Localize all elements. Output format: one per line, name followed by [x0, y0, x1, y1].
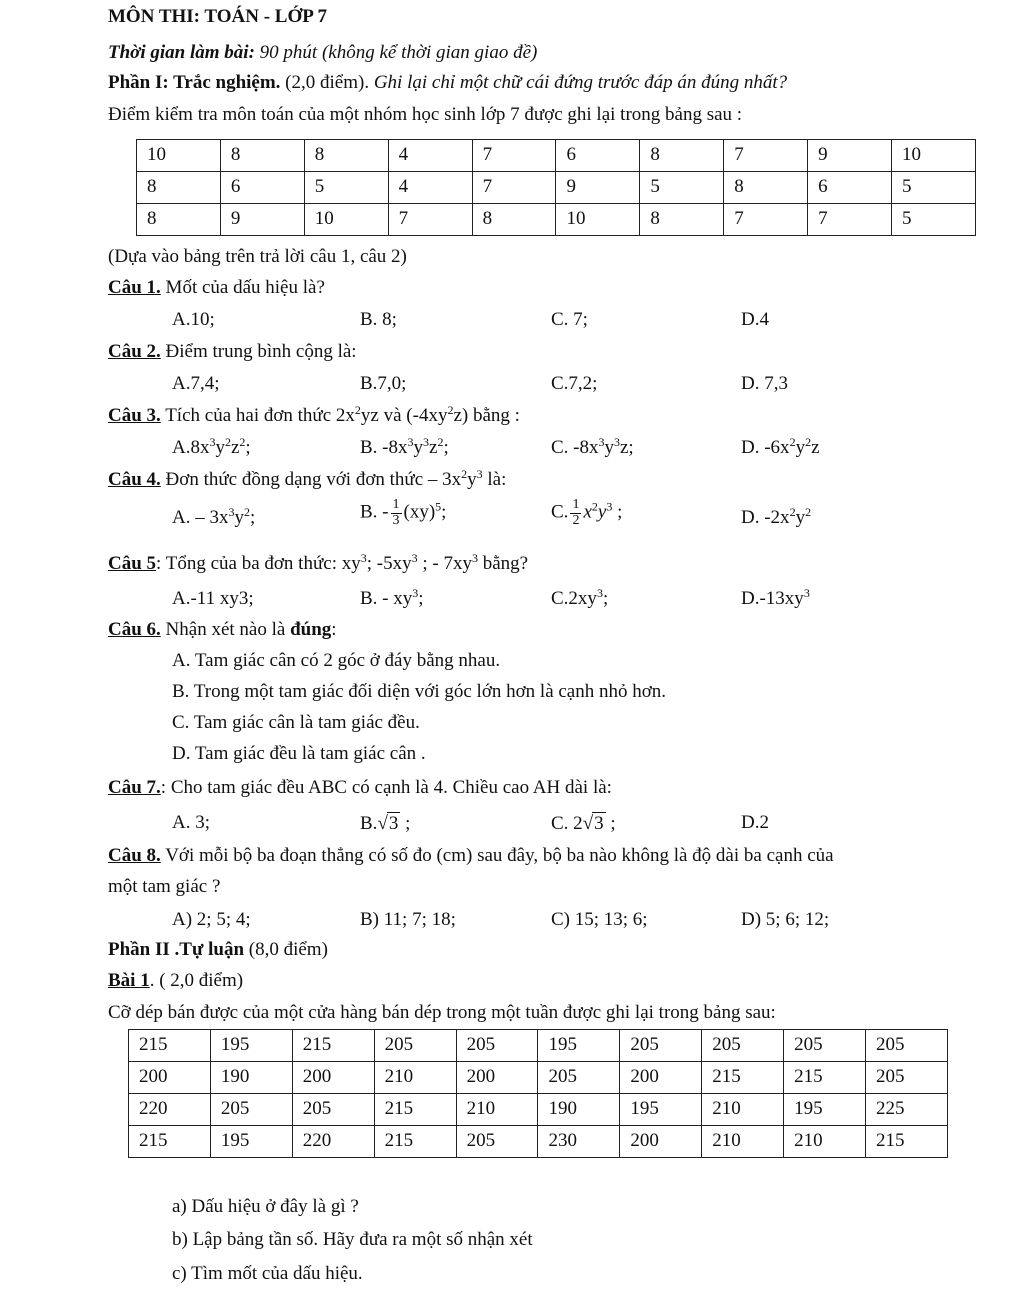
table-cell: 205 [456, 1030, 538, 1062]
exam-title: MÔN THI: TOÁN - LỚP 7 [108, 6, 328, 27]
q5-label: Câu 5 [108, 553, 157, 574]
table-cell: 5 [892, 172, 976, 204]
table-cell: 225 [866, 1094, 948, 1126]
table-cell: 205 [866, 1030, 948, 1062]
q7-text: : Cho tam giác đều ABC có cạnh là 4. Chiều cao AH dài là: [160, 777, 612, 798]
q1-option-d: D.4 [741, 309, 769, 330]
q3-option-a: $A.8x^3y^2z^2$; [172, 435, 251, 458]
table-cell: 10 [304, 204, 388, 236]
q6-option-a: A. Tam giác cân có 2 góc ở đáy bằng nhau. [172, 650, 501, 671]
q3-text-post: z) bằng : [453, 405, 520, 426]
table-cell: 9 [808, 140, 892, 172]
table-cell: 5 [892, 204, 976, 236]
part1-instruction: Ghi lại chỉ một chữ cái đứng trước đáp án đúng nhất? [373, 72, 788, 93]
q5-option-d: $D.-13xy^3$ [741, 586, 810, 609]
table-cell: 210 [702, 1126, 784, 1158]
q2-option-c: C.7,2; [551, 373, 598, 394]
table-cell: 205 [292, 1094, 374, 1126]
table-cell: 8 [640, 204, 724, 236]
q4-option-a: A. – $3x^3y^2$; [172, 505, 256, 528]
q7-option-b: B.√3 ; [360, 813, 411, 834]
q1-label: Câu 1. [108, 277, 161, 298]
q4-option-c: C. $\frac{1}{2}$ $x^2y^3$ ; [551, 497, 623, 528]
q6-text: Nhận xét nào là [160, 619, 291, 640]
task-c: c) Tìm mốt của dấu hiệu. [172, 1263, 363, 1284]
q1-option-c: C. 7; [551, 309, 588, 330]
table-cell: 7 [724, 140, 808, 172]
question-3: Câu 3. Tích của hai đơn thức $2x^2yz$ và $(-4xy^2z)$ bằng : [108, 403, 520, 426]
table-cell: 7 [388, 204, 472, 236]
score-table [136, 139, 976, 236]
q8-text-2: một tam giác ? [108, 876, 221, 897]
table-cell: 205 [210, 1094, 292, 1126]
question-6 [108, 619, 337, 642]
q1-text: Mốt của dấu hiệu là? [160, 277, 325, 298]
shoe-size-table [128, 1029, 948, 1158]
q8-option-c: C) 15; 13; 6; [551, 909, 648, 930]
table-cell: 195 [210, 1030, 292, 1062]
q2-label: Câu 2. [108, 341, 161, 362]
q4-text: Đơn thức đồng dạng với đơn thức – 3x [160, 469, 462, 490]
q2-option-d: D. 7,3 [741, 373, 788, 394]
table-cell: 6 [220, 172, 304, 204]
part1-title: Phần I: Trắc nghiệm. [108, 72, 281, 93]
table-cell: 4 [388, 172, 472, 204]
table-row [129, 1030, 948, 1062]
q1-option-b: B. 8; [360, 309, 397, 330]
part1-intro: Điểm kiểm tra môn toán của một nhóm học sinh lớp 7 được ghi lại trong bảng sau : [108, 104, 743, 125]
table-cell: 220 [129, 1094, 211, 1126]
table-cell: 215 [129, 1126, 211, 1158]
table-row [129, 1126, 948, 1158]
q7-label: Câu 7. [108, 777, 161, 798]
task-a: a) Dấu hiệu ở đây là gì ? [172, 1196, 359, 1217]
table-cell: 6 [808, 172, 892, 204]
table-cell: 10 [556, 204, 640, 236]
q4-option-d: D. $-2x^2y^2$ [741, 505, 812, 528]
q5-text: : Tổng của ba đơn thức: xy [156, 553, 361, 574]
table-cell: 200 [129, 1062, 211, 1094]
part2-heading [108, 939, 328, 962]
table-cell: 215 [866, 1126, 948, 1158]
table-cell: 210 [374, 1062, 456, 1094]
table-cell: 200 [456, 1062, 538, 1094]
table-cell: 200 [620, 1126, 702, 1158]
table-cell: 7 [724, 204, 808, 236]
table-cell: 210 [784, 1126, 866, 1158]
table-cell: 215 [292, 1030, 374, 1062]
q6-option-d: D. Tam giác đều là tam giác cân . [172, 743, 426, 764]
part2-title: Phần II .Tự luận [108, 939, 245, 960]
q2-text: Điểm trung bình cộng là: [160, 341, 357, 362]
table-cell: 215 [374, 1126, 456, 1158]
table-cell: 8 [220, 140, 304, 172]
task-b: b) Lập bảng tần số. Hãy đưa ra một số nhận xét [172, 1229, 533, 1250]
time-label: Thời gian làm bài: [108, 42, 255, 63]
table-cell: 215 [129, 1030, 211, 1062]
table-cell: 230 [538, 1126, 620, 1158]
table-cell: 9 [556, 172, 640, 204]
q6-text-bold: đúng [290, 619, 332, 640]
table-cell: 9 [220, 204, 304, 236]
table-cell: 205 [620, 1030, 702, 1062]
time-info [108, 42, 537, 65]
q7-option-c: C. 2√3 ; [551, 813, 616, 834]
q3-option-d: D. $-6x^2y^2z$ [741, 435, 820, 458]
table-row [137, 204, 976, 236]
table-row [137, 172, 976, 204]
part1-heading [108, 72, 787, 95]
question-4: Câu 4. Đơn thức đồng dạng với đơn thức – $3x^2y^3$ là: [108, 467, 507, 490]
q6-label: Câu 6. [108, 619, 161, 640]
question-8 [108, 845, 834, 868]
table-cell: 190 [210, 1062, 292, 1094]
table-cell: 8 [137, 204, 221, 236]
table-cell: 8 [724, 172, 808, 204]
table-cell: 205 [456, 1126, 538, 1158]
question-7 [108, 777, 612, 800]
table-cell: 210 [702, 1094, 784, 1126]
q8-option-a: A) 2; 5; 4; [172, 909, 251, 930]
part2-intro: Cỡ dép bán được của một cửa hàng bán dép trong một tuần được ghi lại trong bảng sau: [108, 1002, 776, 1023]
table-row [129, 1062, 948, 1094]
q8-option-b: B) 11; 7; 18; [360, 909, 456, 930]
bai1-heading [108, 970, 243, 993]
q5-option-c: $C.2xy^3$; [551, 586, 609, 609]
q2-option-a: A.7,4; [172, 373, 220, 394]
table-cell: 190 [538, 1094, 620, 1126]
table-cell: 205 [784, 1030, 866, 1062]
table-cell: 8 [137, 172, 221, 204]
q4-text-post: là: [482, 469, 507, 490]
q7-option-c-label: C. 2 [551, 813, 583, 834]
table-note: (Dựa vào bảng trên trả lời câu 1, câu 2) [108, 246, 407, 267]
table-cell: 5 [640, 172, 724, 204]
q3-option-c: C. $-8x^3y^3z$; [551, 435, 634, 458]
bai1-label: Bài 1 [108, 970, 150, 991]
table-cell: 220 [292, 1126, 374, 1158]
table-cell: 8 [640, 140, 724, 172]
table-cell: 210 [456, 1094, 538, 1126]
table-cell: 205 [538, 1062, 620, 1094]
table-cell: 10 [892, 140, 976, 172]
table-cell: 7 [472, 140, 556, 172]
q7-option-d: D.2 [741, 812, 769, 833]
time-value: 90 phút (không kể thời gian giao đề) [259, 42, 538, 63]
question-2 [108, 341, 357, 364]
table-cell: 205 [702, 1030, 784, 1062]
part2-points: (8,0 điểm) [244, 939, 328, 960]
question-5: Câu 5: Tổng của ba đơn thức: $xy^3$; $-5xy^3$ ; - $7xy^3$ bằng? [108, 551, 529, 574]
q3-label: Câu 3. [108, 405, 161, 426]
q5-option-b: B. - $xy^3$; [360, 586, 424, 609]
q7-option-a: A. 3; [172, 812, 210, 833]
q8-label: Câu 8. [108, 845, 161, 866]
table-cell: 195 [210, 1126, 292, 1158]
table-cell: 8 [472, 204, 556, 236]
q3-text-mid: yz và (-4xy [360, 405, 448, 426]
table-cell: 195 [538, 1030, 620, 1062]
table-cell: 8 [304, 140, 388, 172]
q8-text: Với mỗi bộ ba đoạn thẳng có số đo (cm) sau đây, bộ ba nào không là độ dài ba cạnh của [160, 845, 834, 866]
q3-text-pre: Tích của hai đơn thức 2x [160, 405, 355, 426]
table-cell: 6 [556, 140, 640, 172]
q7-option-b-label: B. [360, 813, 378, 834]
table-cell: 4 [388, 140, 472, 172]
table-cell: 205 [866, 1062, 948, 1094]
table-row [129, 1094, 948, 1126]
table-cell: 7 [808, 204, 892, 236]
table-cell: 215 [702, 1062, 784, 1094]
q5-option-a: A.-11 xy3; [172, 588, 254, 609]
table-cell: 10 [137, 140, 221, 172]
table-cell: 195 [784, 1094, 866, 1126]
table-row [137, 140, 976, 172]
q8-option-d: D) 5; 6; 12; [741, 909, 830, 930]
q6-option-b: B. Trong một tam giác đối diện với góc lớn hơn là cạnh nhỏ hơn. [172, 681, 667, 702]
table-cell: 200 [292, 1062, 374, 1094]
q4-label: Câu 4. [108, 469, 161, 490]
table-cell: 215 [374, 1094, 456, 1126]
question-1 [108, 277, 325, 300]
q3-option-b: B. $-8x^3y^3z^2$; [360, 435, 449, 458]
table-cell: 7 [472, 172, 556, 204]
q1-option-a: A.10; [172, 309, 215, 330]
table-cell: 5 [304, 172, 388, 204]
part1-points: (2,0 điểm). [285, 72, 370, 93]
bai1-points: . ( 2,0 điểm) [149, 970, 244, 991]
table-cell: 200 [620, 1062, 702, 1094]
q2-option-b: B.7,0; [360, 373, 407, 394]
q4-option-b: B. - $\frac{1}{3}$ (xy)$^5$; [360, 497, 447, 528]
table-cell: 195 [620, 1094, 702, 1126]
q6-text-end: : [331, 619, 337, 640]
table-cell: 215 [784, 1062, 866, 1094]
table-cell: 205 [374, 1030, 456, 1062]
q6-option-c: C. Tam giác cân là tam giác đều. [172, 712, 420, 733]
